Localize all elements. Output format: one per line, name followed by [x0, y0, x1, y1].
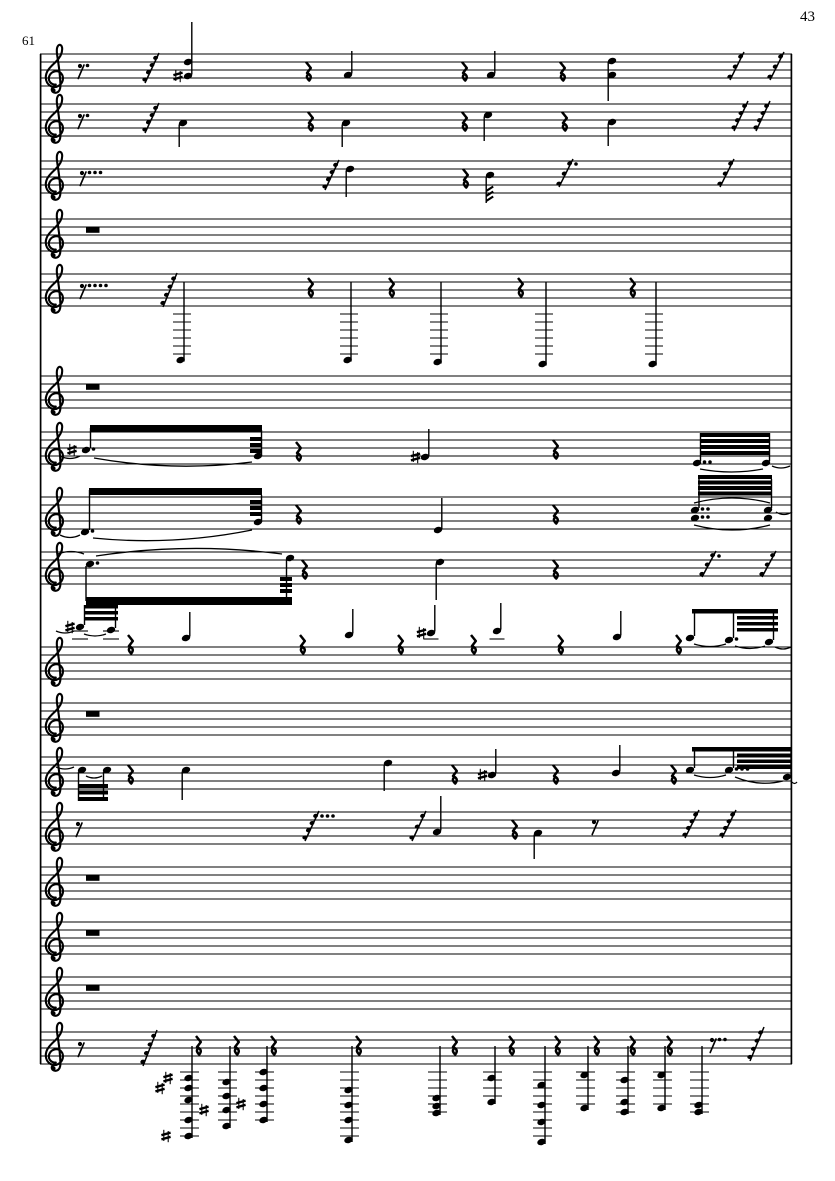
quarter-rest [553, 440, 558, 459]
quarter-rest [308, 278, 313, 297]
quarter-rest [306, 62, 311, 81]
grace-slash-run [682, 810, 699, 838]
tie [772, 466, 790, 468]
quarter-rest [553, 505, 558, 524]
quarter-rest [462, 112, 467, 131]
staff-10 [40, 603, 792, 686]
staff-13 [40, 796, 792, 859]
staff-lines [40, 867, 792, 899]
quarter-rest [512, 820, 517, 839]
tie [94, 458, 252, 466]
note [345, 165, 355, 197]
notehead [764, 638, 774, 647]
staff-6 [40, 367, 792, 415]
cluster-chord [199, 1046, 237, 1130]
whole-rest [86, 930, 100, 935]
staff-4 [40, 210, 792, 258]
beam [250, 443, 262, 447]
quarter-rest [302, 560, 307, 579]
note [181, 766, 191, 800]
beam [250, 500, 262, 504]
eighth-rest [592, 820, 598, 835]
staff-lines [40, 977, 792, 1009]
quarter-rest [471, 635, 476, 654]
quarter-rest [509, 1036, 514, 1055]
notehead [81, 446, 95, 455]
grace-slash-run [753, 101, 770, 131]
eighth-rest [78, 1042, 84, 1057]
note [417, 605, 439, 639]
quarter-rest [296, 505, 301, 524]
cluster-chord [483, 1046, 502, 1106]
tie [735, 777, 783, 783]
beam [78, 784, 108, 788]
staff-3 [40, 152, 792, 203]
beam [250, 512, 262, 516]
notehead [692, 459, 712, 468]
beam [692, 609, 778, 614]
grace-slash-run [719, 810, 736, 838]
quarter-rest [128, 765, 133, 784]
staff-16 [40, 968, 792, 1016]
beam [737, 760, 792, 764]
cluster-chord [428, 1046, 447, 1117]
notehead [85, 560, 99, 569]
staff-lines [40, 922, 792, 954]
whole-rest [86, 227, 100, 232]
quarter-rest [308, 112, 313, 131]
staff-11 [40, 694, 792, 742]
grace-slash-run [731, 101, 748, 131]
quarter-rest [558, 635, 563, 654]
beam [86, 597, 292, 605]
quarter-rest [560, 62, 565, 81]
beam [84, 605, 118, 609]
chord [607, 57, 617, 101]
staff-8 [40, 475, 792, 541]
note [344, 609, 354, 639]
whole-rest [86, 875, 100, 880]
staff-1 [40, 22, 792, 101]
note [611, 745, 621, 777]
staff-12 [40, 745, 797, 801]
note [341, 119, 351, 147]
tie [93, 530, 252, 541]
tie [60, 535, 80, 538]
beam [698, 492, 772, 496]
low-note [340, 282, 358, 364]
beam [84, 617, 118, 621]
note [612, 611, 622, 641]
quarter-rest [463, 169, 468, 188]
staff-2 [40, 95, 792, 147]
staff-lines [40, 104, 792, 136]
grace-slash-run [699, 551, 721, 577]
staff-lines [40, 757, 792, 789]
beam [250, 437, 262, 441]
beam [84, 611, 118, 615]
page-number: 43 [800, 9, 815, 25]
system-barlines [41, 54, 792, 1064]
staff-9 [40, 543, 792, 605]
staff-lines [40, 552, 792, 584]
quarter-rest [630, 1036, 635, 1055]
staff-7 [40, 423, 792, 472]
low-note [645, 282, 663, 368]
staff-5 [40, 265, 792, 368]
staff-17 [40, 1023, 792, 1146]
beam [250, 506, 262, 510]
eighth-rest [80, 284, 108, 299]
quarter-rest [128, 635, 133, 654]
staff-lines [40, 54, 792, 86]
quarter-rest [398, 635, 403, 654]
low-note [173, 282, 191, 364]
tie [792, 782, 797, 784]
whole-rest [86, 711, 100, 716]
notehead [106, 626, 116, 635]
eighth-rest [78, 64, 89, 79]
quarter-rest [676, 635, 681, 654]
beam [89, 488, 262, 495]
staff-lines [40, 376, 792, 408]
beam [737, 616, 778, 620]
staff-lines [40, 274, 792, 306]
beam [700, 445, 770, 449]
quarter-rest [234, 1036, 239, 1055]
note [178, 119, 188, 147]
eighth-rest [80, 171, 102, 186]
tie [694, 644, 726, 647]
eighth-rest [78, 114, 89, 129]
note [181, 612, 191, 642]
quarter-rest [562, 112, 567, 131]
beam [250, 449, 262, 453]
note [490, 603, 505, 639]
staff-lines [40, 219, 792, 251]
beam [692, 747, 792, 752]
beam [700, 439, 770, 443]
note [435, 558, 445, 600]
notehead [685, 634, 695, 643]
eighth-rest [76, 822, 82, 837]
quarter-rest [518, 278, 523, 297]
grace-slash-run [727, 52, 744, 80]
note [432, 796, 442, 836]
notehead [724, 636, 738, 645]
quarter-rest [452, 1036, 457, 1055]
tie [694, 498, 770, 503]
note [433, 498, 443, 534]
tie [84, 634, 106, 636]
beam [737, 622, 778, 626]
measure-number: 61 [22, 33, 35, 48]
quarter-rest [356, 1036, 361, 1055]
tie [700, 469, 763, 472]
note [486, 51, 496, 79]
quarter-rest [271, 1036, 276, 1055]
staff-lines [40, 703, 792, 735]
staff-15 [40, 913, 792, 961]
beam [78, 791, 108, 795]
quarter-rest [196, 1036, 201, 1055]
note [343, 51, 353, 79]
quarter-rest [553, 560, 558, 579]
beam [78, 797, 108, 801]
quarter-rest [300, 635, 305, 654]
tie [86, 776, 102, 778]
quarter-rest [553, 765, 558, 784]
grace-slash-run [767, 52, 784, 80]
quarter-rest [296, 442, 301, 461]
note [485, 171, 495, 203]
beam [737, 754, 792, 758]
notehead [75, 623, 85, 632]
grace-slash-run [717, 159, 734, 187]
quarter-rest [594, 1036, 599, 1055]
beam [698, 481, 772, 485]
eighth-rest [710, 1038, 727, 1053]
staff-lines [40, 497, 792, 529]
quarter-rest [555, 1036, 560, 1055]
beam [698, 486, 772, 490]
note [383, 759, 393, 791]
cluster-chord [533, 1046, 552, 1146]
cluster-chord [155, 1046, 199, 1142]
beam [737, 766, 792, 770]
beam [700, 451, 770, 455]
note [411, 429, 430, 463]
low-note [535, 282, 553, 368]
beam [700, 433, 770, 437]
quarter-rest [389, 278, 394, 297]
cluster-chord [340, 1046, 359, 1144]
beam [737, 628, 778, 632]
quarter-rest [452, 765, 457, 784]
note [607, 118, 617, 146]
tie [56, 631, 74, 633]
staff-14 [40, 858, 792, 906]
whole-rest [86, 985, 100, 990]
grace-slash-run [759, 551, 776, 577]
tie [694, 775, 726, 778]
staff-lines [40, 161, 792, 193]
grace-slash-run [556, 159, 578, 187]
quarter-rest [667, 1036, 672, 1055]
sharp-accidental [67, 444, 76, 456]
quarter-rest [671, 765, 676, 784]
low-note [430, 282, 448, 366]
chord [173, 22, 193, 82]
quarter-rest [462, 62, 467, 81]
cluster-chord [236, 1046, 274, 1124]
beam [90, 425, 262, 432]
whole-rest [86, 384, 100, 389]
quarter-rest [630, 278, 635, 297]
beam [698, 475, 772, 479]
